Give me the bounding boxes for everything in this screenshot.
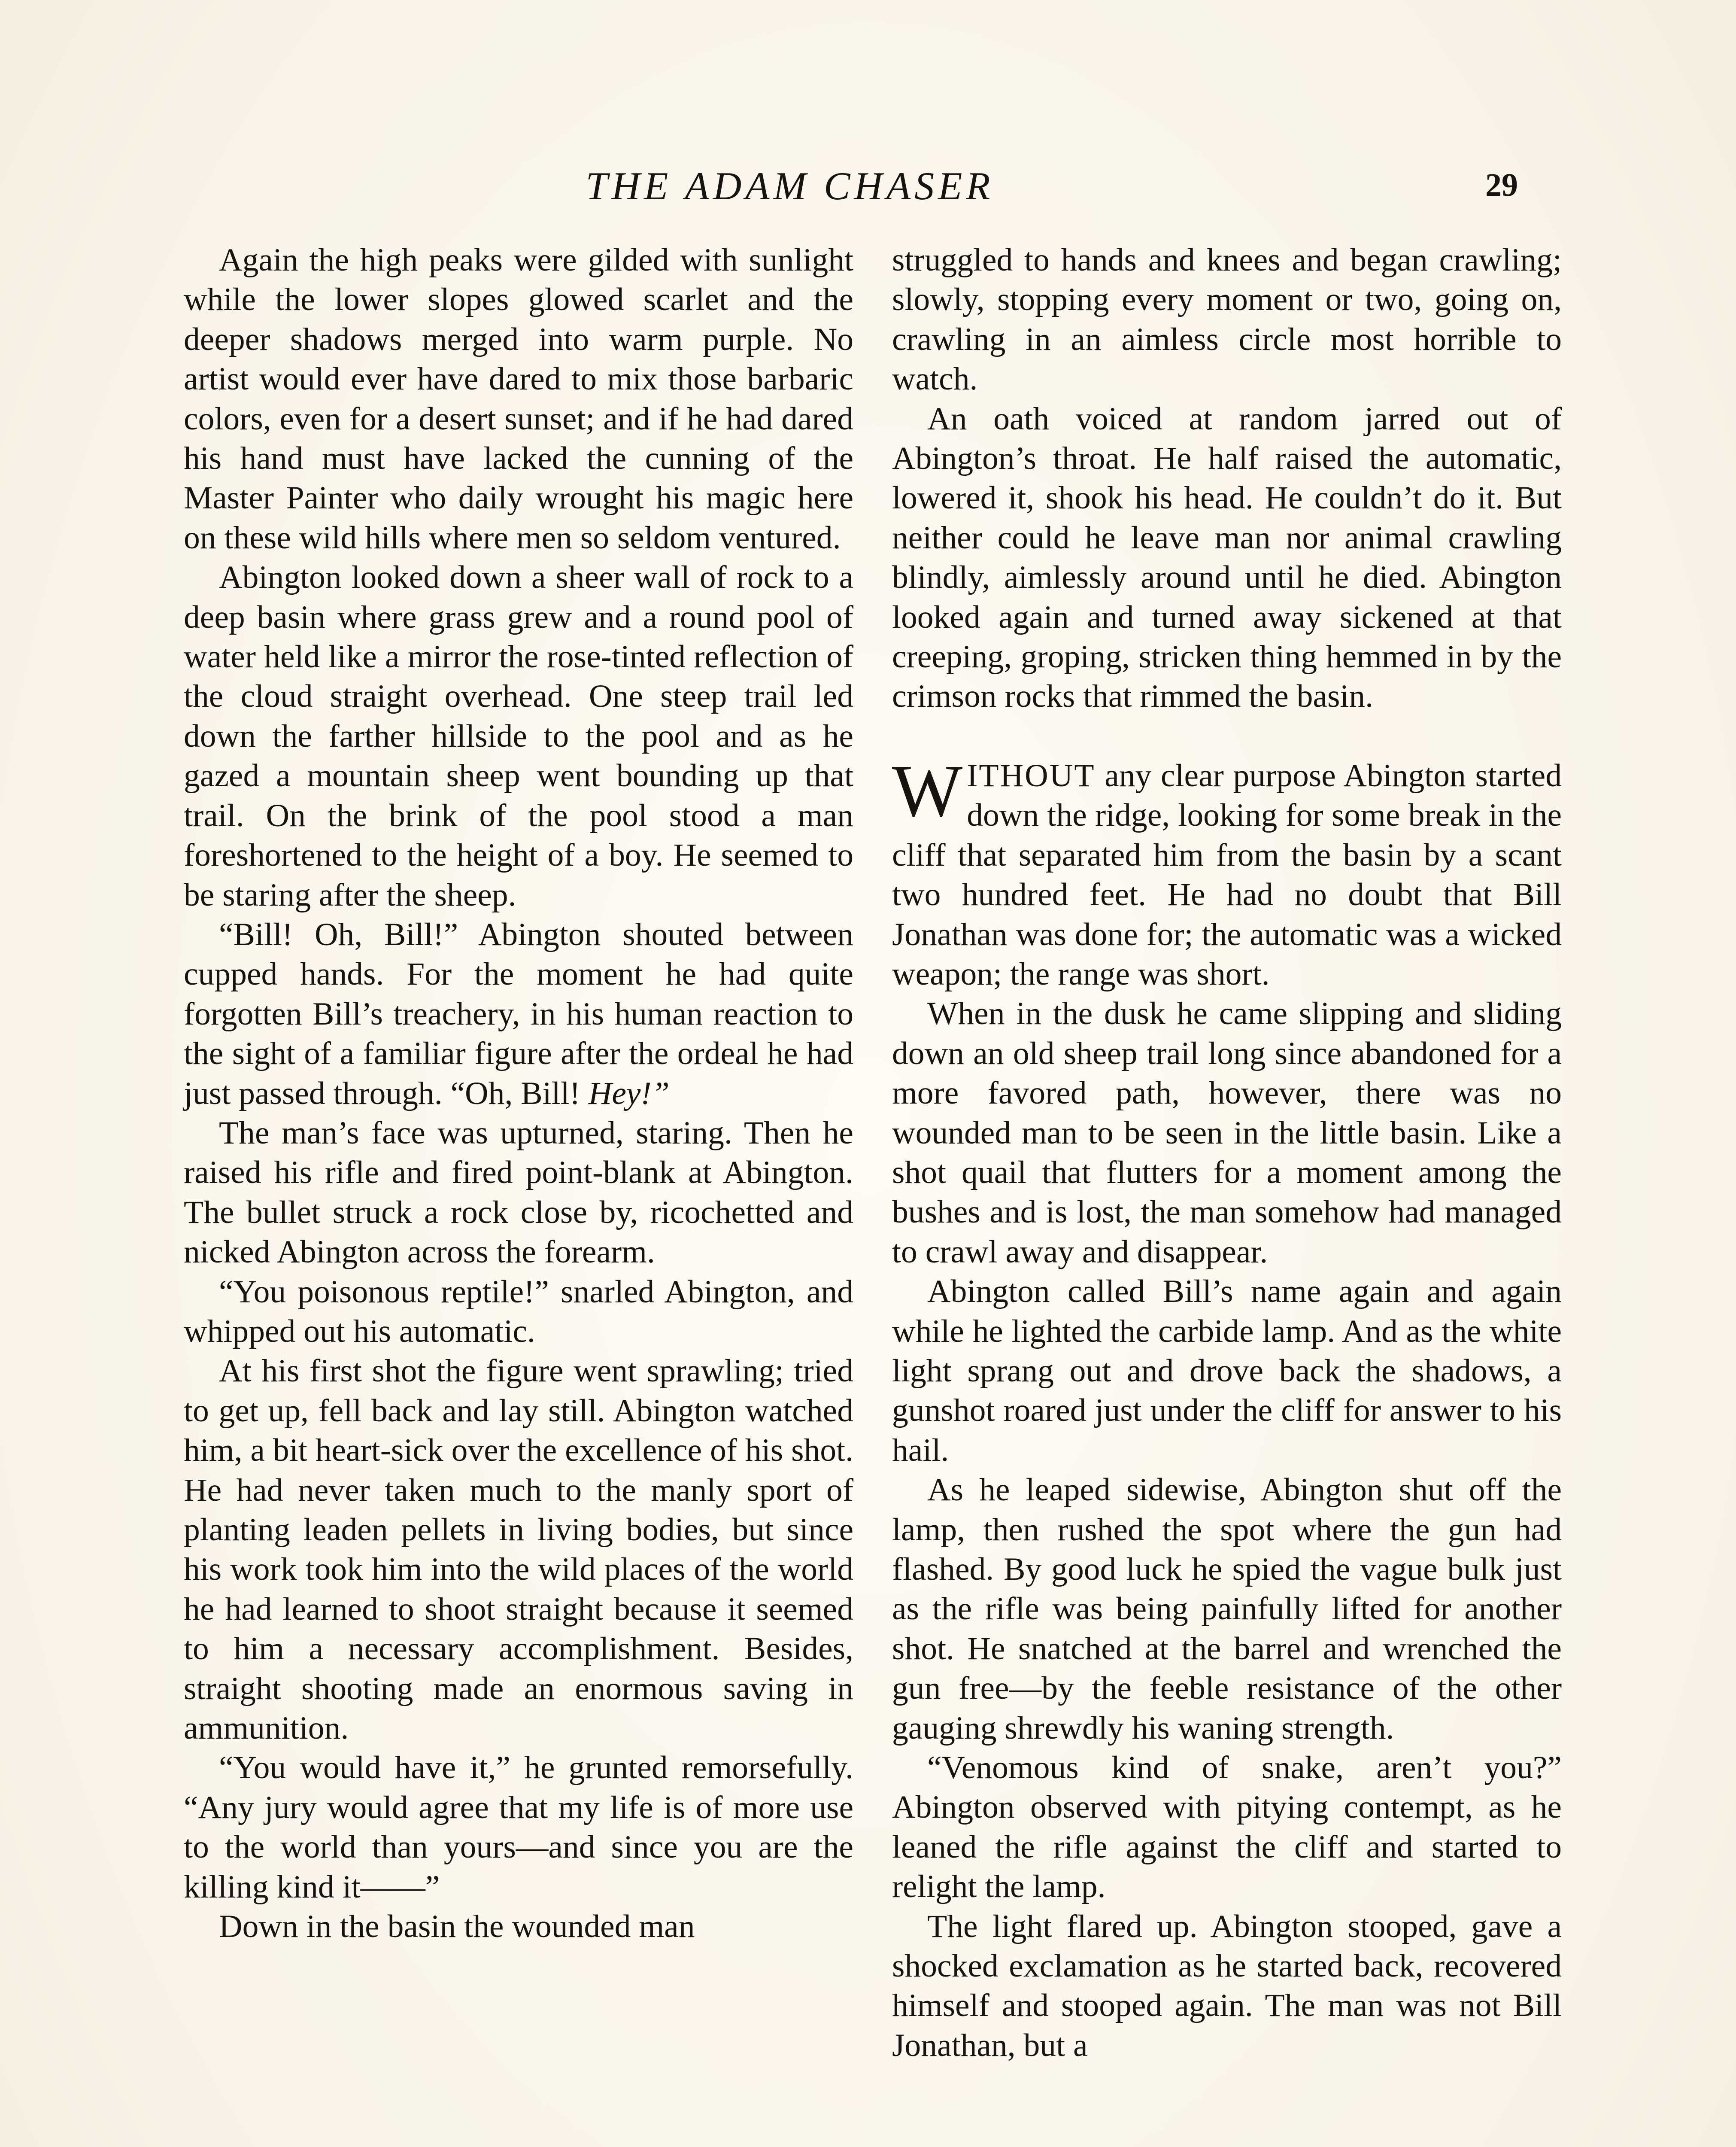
paragraph (184, 1351, 853, 1748)
paragraph-text: An oath voiced at random jarred out of Abington’s throat. He half raised the automatic, lowered it, shook his head. He couldn’t do it. But neither could he leave man nor animal crawling blindly, aimlessly around until he died. Abington looked again and turned away sickened at that creeping, groping, stricken thing hemmed in by the crimson rocks that rimmed the basin. (892, 401, 1562, 715)
paragraph (184, 1748, 853, 1907)
paragraph (892, 1470, 1562, 1748)
paragraph-text: Again the high peaks were gilded with sunlight while the lower slopes glowed scarlet and the deeper shadows merged into warm purple. No artist would ever have dared to mix those barbaric colors, even for a desert sunset; and if he had dared his hand must have lacked the cunning of the Master Painter who daily wrought his magic here on these wild hills where men so seldom ventured. (184, 242, 853, 556)
italic-exclamation: Hey!” (588, 1075, 670, 1111)
paragraph-text: Down in the basin the wounded man (219, 1909, 695, 1945)
paragraph (184, 915, 853, 1113)
paragraph-text: The light flared up. Abington stooped, gave a shocked exclamation as he started back, recovered himself and stooped again. The man was not Bill Jonathan, but a (892, 1908, 1562, 2063)
paragraph-text: When in the dusk he came slipping and sliding down an old sheep trail long since abandoned for a more favored path, however, there was no wounded man to be seen in the little basin. Like a shot quail that flutters for a moment among the bushes and is lost, the man somehow had managed to crawl away and disappear. (892, 996, 1562, 1270)
paragraph-text: struggled to hands and knees and began crawling; slowly, stopping every moment or two, going on, crawling in an aimless circle most horrible to watch. (892, 242, 1562, 397)
paragraph (892, 1272, 1562, 1470)
paragraph-text: As he leaped sidewise, Abington shut off the lamp, then rushed the spot where the gun had flashed. By good luck he spied the vague bulk just as the rifle was being painfully lifted for another shot. He snatched at the barrel and wrenched the gun free—by the feeble resistance of the other gauging shrewdly his waning strength. (892, 1472, 1562, 1746)
paragraph (892, 1907, 1562, 2066)
paragraph-text: “You poisonous reptile!” snarled Abington, and whipped out his automatic. (184, 1274, 853, 1349)
paragraph-continued (892, 240, 1562, 399)
paragraph (184, 558, 853, 915)
paragraph-text: The man’s face was upturned, staring. Then he raised his rifle and fired point-blank at Abington. The bullet struck a rock close by, ricochetted and nicked Abington across the forearm. (184, 1115, 853, 1270)
paragraph (892, 994, 1562, 1272)
smallcaps-lead: ITHOUT (967, 757, 1096, 794)
paragraph (184, 1113, 853, 1272)
left-column (184, 240, 853, 1946)
paragraph (184, 240, 853, 558)
paragraph-text: “Venomous kind of snake, aren’t you?” Abington observed with pitying contempt, as he leaned the rifle against the cliff and started to relight the lamp. (892, 1750, 1562, 1905)
drop-cap: W (892, 749, 963, 832)
right-column (892, 240, 1562, 2065)
section-start-paragraph (892, 749, 1562, 994)
paragraph-text: Abington called Bill’s name again and again while he lighted the carbide lamp. And as the white light sprang out and drove back the shadows, a gunshot roared just under the cliff for answer to his hail. (892, 1274, 1562, 1468)
paragraph-text: “You would have it,” he grunted remorsefully. “Any jury would agree that my life is of more use to the world than yours—and since you are the killing kind it——” (184, 1750, 853, 1905)
paragraph-text: “Bill! Oh, Bill!” Abington shouted between cupped hands. For the moment he had quite forgotten Bill’s treachery, in his human reaction to the sight of a familiar figure after the ordeal he had just passed through. “Oh, Bill! (184, 916, 853, 1111)
page-number: 29 (1485, 167, 1518, 203)
running-title: THE ADAM CHASER (586, 164, 994, 208)
paragraph-text: any clear purpose Abington started down the ridge, looking for some break in the cliff that separated him from the basin by a scant two hundred feet. He had no doubt that Bill Jonathan was done for; the automatic was a wicked weapon; the range was short. (892, 757, 1562, 992)
paragraph (184, 1272, 853, 1352)
paragraph (892, 1748, 1562, 1907)
paragraph-text: Abington looked down a sheer wall of rock to a deep basin where grass grew and a round pool of water held like a mirror the rose-tinted reflection of the cloud straight overhead. One steep trail led down the farther hillside to the pool and as he gazed a mountain sheep went bounding up that trail. On the brink of the pool stood a man foreshortened to the height of a boy. He seemed to be staring after the sheep. (184, 560, 853, 913)
paragraph (184, 1907, 853, 1946)
running-head (0, 163, 1736, 223)
paragraph (892, 399, 1562, 717)
paragraph-text: At his first shot the figure went sprawling; tried to get up, fell back and lay still. Abington watched him, a bit heart-sick over the excellence of his shot. He had never taken much to the manly sport of planting leaden pellets in living bodies, but since his work took him into the wild places of the world he had learned to shoot straight because it seemed to him a necessary accomplishment. Besides, straight shooting made an enormous saving in ammunition. (184, 1353, 853, 1746)
